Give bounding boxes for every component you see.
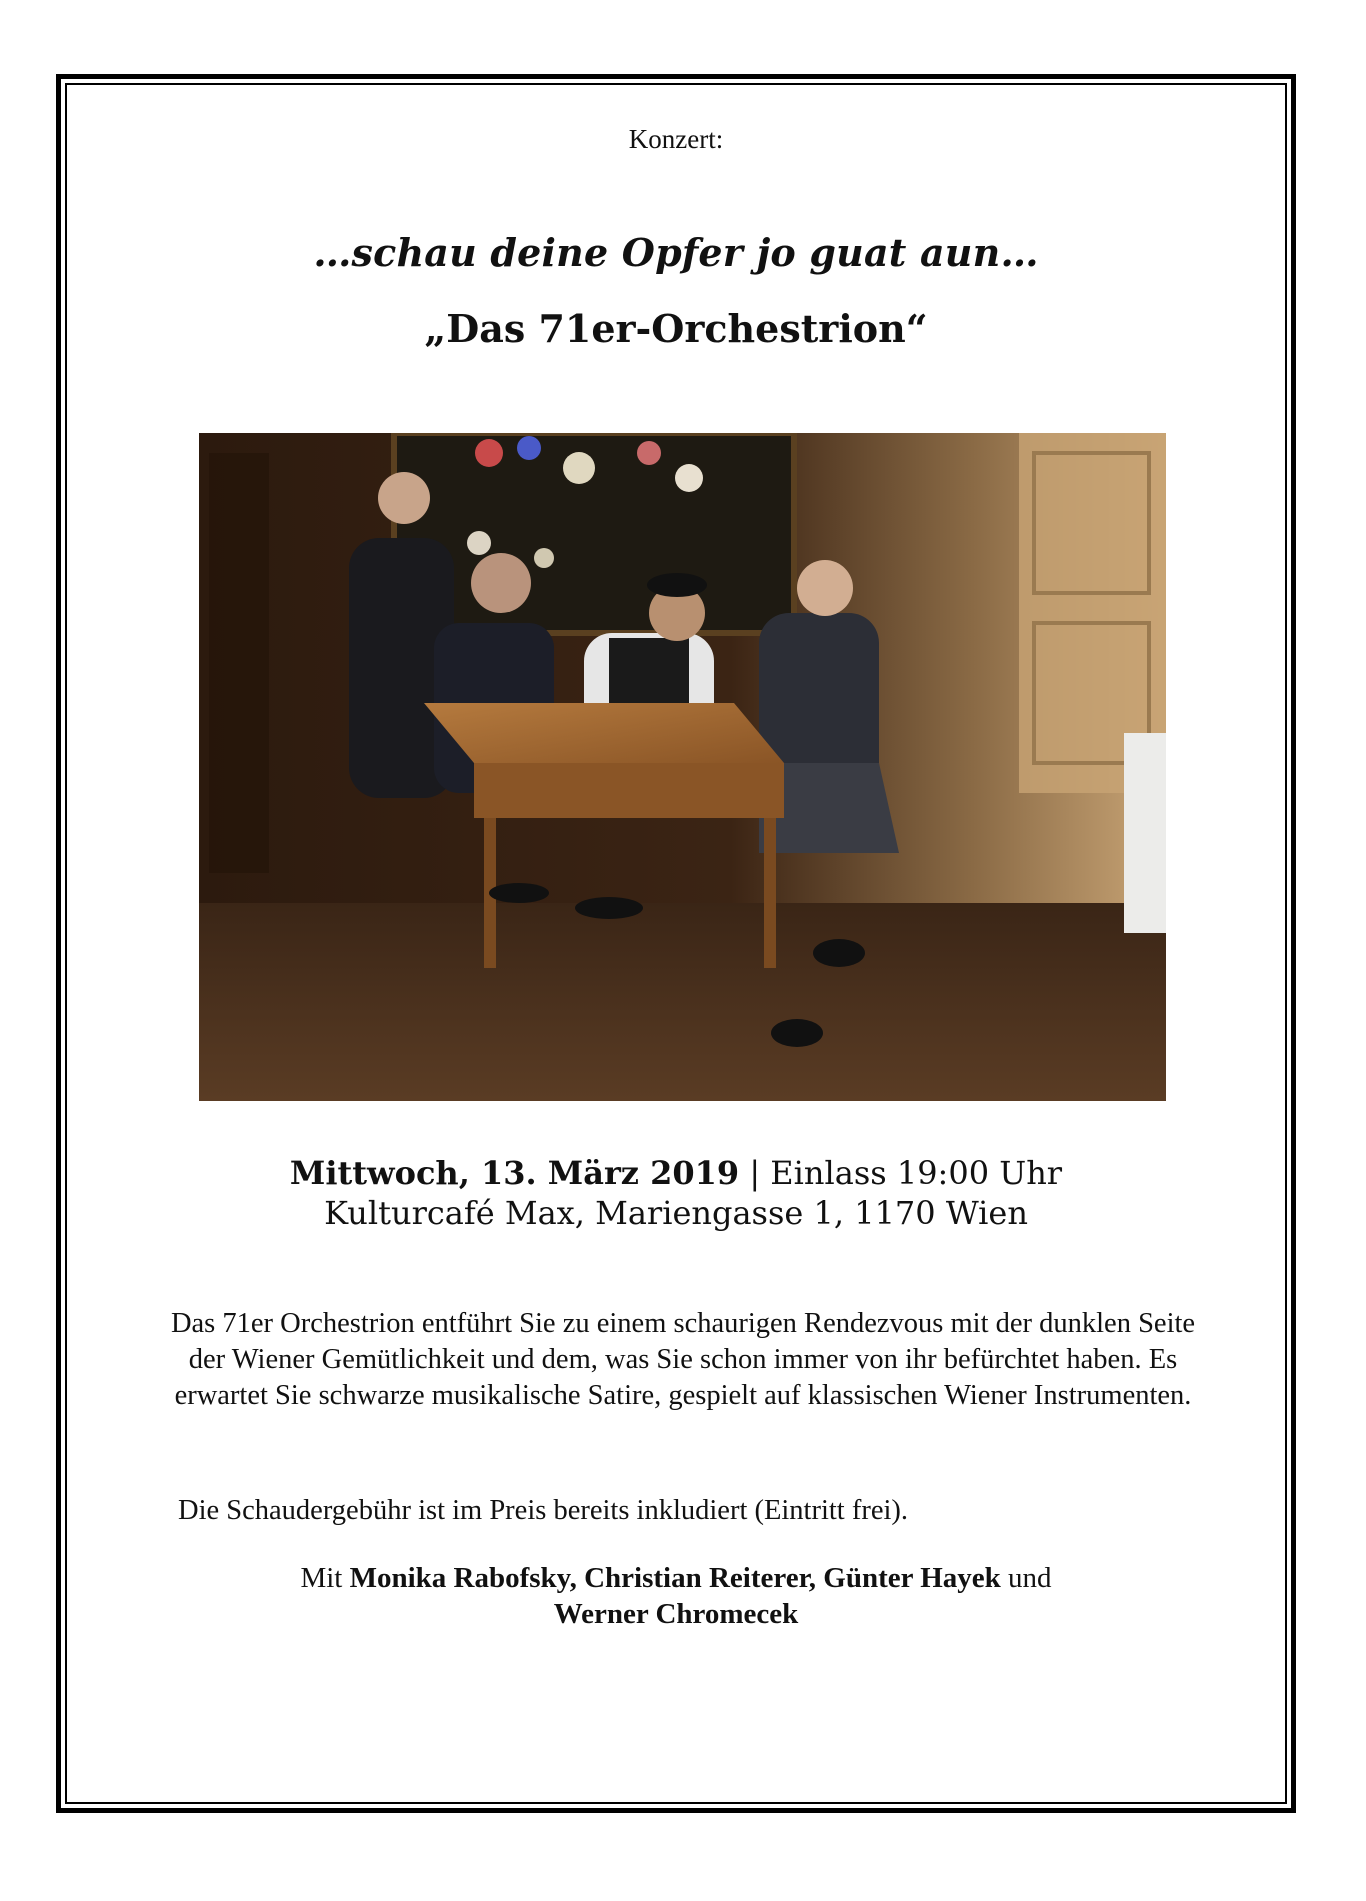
cast-member: Christian Reiterer [584, 1562, 809, 1594]
event-type-label: Konzert: [628, 124, 724, 154]
ensemble-photo [199, 433, 1166, 1101]
event-date-line [70, 1154, 1282, 1192]
event-venue: Kulturcafé Max, Mariengasse 1, 1170 Wien [324, 1194, 1028, 1232]
fee-note: Die Schaudergebühr ist im Preis bereits inkludiert (Eintritt frei). [178, 1495, 909, 1526]
admission-time: Einlass 19:00 Uhr [770, 1154, 1063, 1192]
cast-separator: , [808, 1562, 817, 1594]
cast-and: und [1008, 1562, 1052, 1594]
cast-member: Monika Rabofsky [349, 1562, 570, 1594]
cast-prefix: Mit [300, 1562, 343, 1594]
concert-title: …schau deine Opfer jo guat aun… [313, 230, 1039, 275]
cast-member: Werner Chromecek [553, 1598, 799, 1630]
event-date: Mittwoch, 13. März 2019 [289, 1154, 740, 1192]
photo-illustration [199, 433, 1166, 1101]
cast-member: Günter Hayek [823, 1562, 1001, 1594]
event-description: Das 71er Orchestrion entführt Sie zu einem schaurigen Rendezvous mit der dunklen Seite der Wiener Gemütlichkeit und dem, was Sie schon immer von ihr befürchtet haben. Es erwartet Sie schwarze musikalische Satire, gespielt auf klassischen Wiener Instrumenten. [170, 1308, 1196, 1411]
separator: | [749, 1154, 761, 1192]
cast-list [70, 1560, 1282, 1632]
cast-separator: , [569, 1562, 577, 1594]
ensemble-name: „Das 71er-Orchestrion“ [424, 306, 928, 351]
